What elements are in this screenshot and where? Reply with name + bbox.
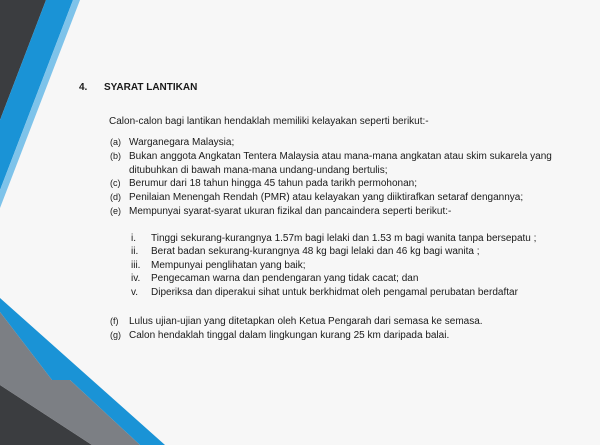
condition-marker: (f) bbox=[110, 316, 119, 326]
condition-text: Warganegara Malaysia; bbox=[129, 137, 235, 148]
condition-item bbox=[110, 329, 560, 343]
condition-marker: (g) bbox=[110, 329, 121, 340]
requirement-marker: ii. bbox=[131, 246, 139, 258]
condition-text: Mempunyai syarat-syarat ukuran fizikal dan pancaindera seperti berikut:- bbox=[129, 205, 452, 217]
requirement-marker: v. bbox=[131, 286, 139, 298]
requirement-text: Mempunyai penglihatan yang baik; bbox=[151, 259, 306, 271]
condition-marker: (b) bbox=[110, 150, 121, 161]
condition-item bbox=[110, 150, 560, 178]
section-intro: Calon-calon bagi lantikan hendaklah memiliki kelayakan seperti berikut:- bbox=[109, 116, 429, 127]
condition-marker: (e) bbox=[110, 205, 121, 216]
condition-item bbox=[110, 205, 560, 219]
condition-marker: (d) bbox=[110, 192, 121, 203]
requirement-marker: i. bbox=[131, 233, 136, 244]
requirement-item bbox=[131, 286, 571, 299]
section-title: SYARAT LANTIKAN bbox=[104, 82, 198, 93]
condition-item bbox=[110, 191, 560, 205]
condition-text: Bukan anggota Angkatan Tentera Malaysia atau mana-mana angkatan atau skim sukarela yang ditubuhkan di bawah mana-mana undang-undang bertulis; bbox=[129, 150, 552, 176]
requirement-item bbox=[131, 259, 571, 272]
condition-item bbox=[110, 315, 560, 329]
requirement-item bbox=[131, 272, 571, 285]
requirement-marker: iii. bbox=[131, 259, 141, 271]
requirement-marker: iv. bbox=[131, 273, 141, 285]
requirement-item bbox=[131, 245, 571, 258]
condition-text: Penilaian Menengah Rendah (PMR) atau kelayakan yang diiktirafkan setaraf dengannya; bbox=[129, 192, 524, 204]
condition-marker: (a) bbox=[110, 137, 121, 147]
condition-marker: (c) bbox=[110, 178, 121, 189]
condition-text: Calon hendaklah tinggal dalam lingkungan kurang 25 km daripada balai. bbox=[129, 329, 450, 341]
requirement-item bbox=[131, 232, 571, 245]
condition-item bbox=[110, 136, 560, 150]
condition-text: Lulus ujian-ujian yang ditetapkan oleh Ketua Pengarah dari semasa ke semasa. bbox=[129, 316, 483, 327]
physical-requirements-list bbox=[131, 232, 571, 299]
additional-conditions-list bbox=[110, 315, 560, 343]
requirement-text: Pengecaman warna dan pendengaran yang tidak cacat; dan bbox=[151, 273, 419, 285]
section-number: 4. bbox=[79, 82, 88, 93]
requirement-text: Tinggi sekurang-kurangnya 1.57m bagi lelaki dan 1.53 m bagi wanita tanpa bersepatu ; bbox=[151, 233, 537, 244]
requirement-text: Berat badan sekurang-kurangnya 48 kg bagi lelaki dan 46 kg bagi wanita ; bbox=[151, 246, 480, 258]
conditions-list bbox=[110, 136, 560, 219]
condition-item bbox=[110, 177, 560, 191]
requirement-text: Diperiksa dan diperakui sihat untuk berkhidmat oleh pengamal perubatan berdaftar bbox=[151, 286, 518, 298]
condition-text: Berumur dari 18 tahun hingga 45 tahun pada tarikh permohonan; bbox=[129, 178, 417, 190]
